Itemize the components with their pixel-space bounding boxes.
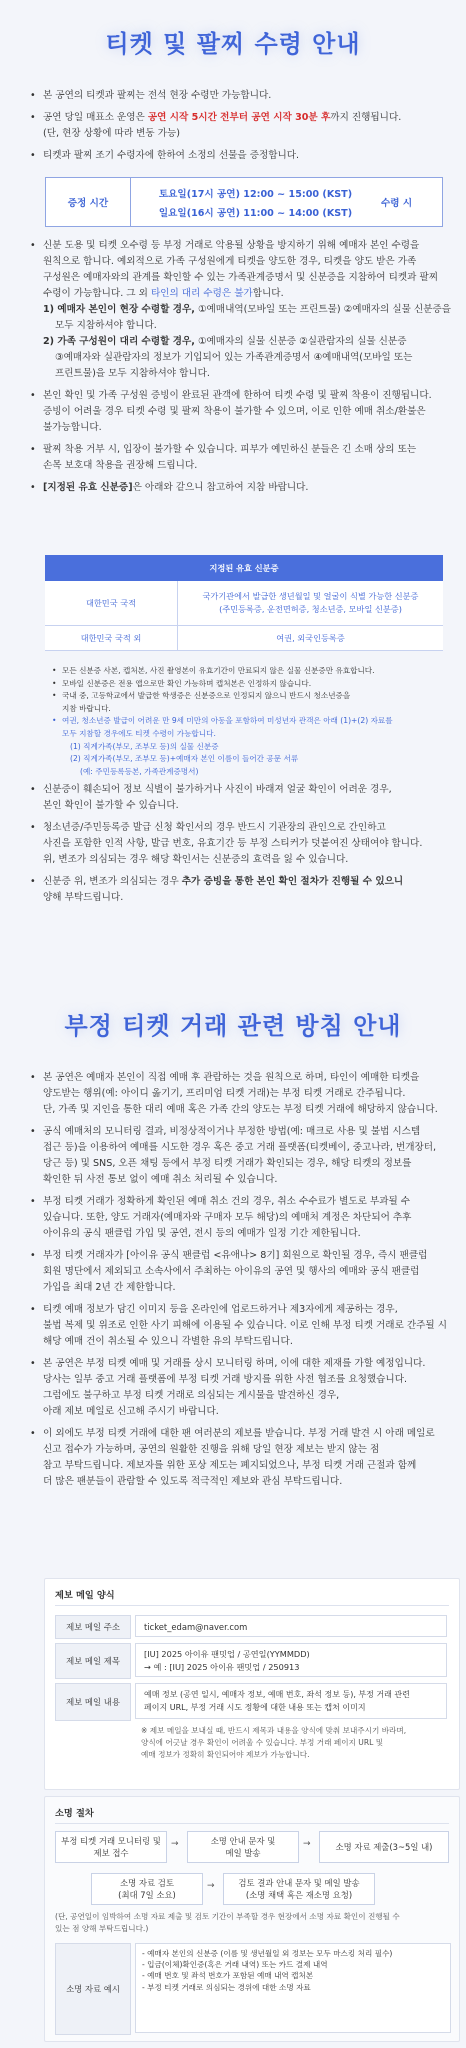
bullet-damaged-id: • 신분증이 훼손되어 정보 식별이 불가하거나 사진이 바래져 얼굴 확인이 어려운 경우, 본인 확인이 불가할 수 있습니다.: [28, 782, 453, 814]
text: 회원 명단에서 제외되고 소속사에서 주최하는 아이유의 공연 및 행사의 예매와 공식 팬클럽: [43, 1266, 420, 1277]
text: 본 공연은 부정 티켓 예매 및 거래를 상시 모니터링 하며, 이에 대한 제재를 가할 예정입니다.: [43, 1358, 426, 1369]
report-content-value: [135, 1683, 447, 1719]
text: 신분 도용 및 티켓 오수령 등 부정 거래로 악용될 상황을 방지하기 위해 예매자 본인 수령을: [43, 240, 420, 251]
text: (예: 주민등록등본, 가족관계증명서): [80, 766, 199, 776]
text: 메일 발송: [225, 1848, 261, 1858]
gift-time-sun: 일요일(16시 공연) 11:00 ~ 14:00 (KST): [158, 207, 353, 219]
highlight-text: 타인의 대리 수령은 불가: [150, 288, 253, 299]
bullet-verification: • 본인 확인 및 가족 구성원 증빙이 완료된 관객에 한하여 티켓 수령 및 팔찌 착용이 진행됩니다. 증빙이 어려울 경우 티켓 수령 및 팔찌 착용이 불가할 수 있으며, 이로 인한 예매 취소/환불은 불가능합니다.: [28, 388, 453, 436]
text: ①예매자의 실물 신분증 ②실관람자의 실물 신분증: [194, 336, 407, 347]
gift-time-sat: 토요일(17시 공연) 12:00 ~ 15:00 (KST): [158, 188, 353, 200]
id-notes: [52, 665, 447, 778]
text: (주민등록증, 운전면허증, 청소년증, 모바일 신분증): [219, 604, 402, 614]
bullet-onsite: • 본 공연의 티켓과 팔찌는 전석 현장 수령만 가능합니다.: [28, 88, 448, 104]
text: 검토 결과 안내 문자 및 메일 발송: [238, 1878, 360, 1888]
text: 예매 정보가 정확히 확인되어야 제보가 가능합니다.: [141, 1750, 310, 1759]
text: (2) 직계가족(부모, 조부모 등)+예매자 본인 이름이 들어간 공문 서류: [70, 754, 299, 764]
ticket-info-block: [28, 88, 448, 170]
text: 증빙이 어려울 경우 티켓 수령 및 팔찌 착용이 불가할 수 있으며, 이로 인한 예매 취소/환불은: [43, 406, 426, 417]
text: 여권, 청소년증 발급이 어려운 만 9세 미만의 아동을 포함하여 미성년자 관객은 아래 (1)+(2) 자료를: [62, 716, 393, 726]
text: [IU] 2025 아이유 팬밋업 / 공연일(YYMMDD): [144, 1649, 310, 1659]
example-label: 소명 자료 예시: [55, 1943, 131, 2035]
report-email-address[interactable]: ticket_edam@naver.com: [135, 1615, 447, 1637]
text: 본인 확인 및 가족 구성원 증빙이 완료된 관객에 한하여 티켓 수령 및 팔찌 착용이 진행됩니다.: [43, 390, 432, 401]
policy-item-5: • 티켓 예매 정보가 담긴 이미지 등을 온라인에 업로드하거나 제3자에게 제공하는 경우, 불법 복제 및 위조로 인한 사기 피해에 이용될 수 있습니다. 이로 인해 부정 티켓 거래로 간주될 시 해당 예매 건이 취소될 수 있으니 각별한 유의 부탁드립니다.: [28, 1302, 453, 1350]
text: 은 아래와 같으니 참고하여 지참 바랍니다.: [132, 482, 309, 493]
text: 프린트물)을 모두 지참하셔야 합니다.: [55, 368, 210, 379]
divider: [55, 1823, 449, 1824]
report-subject-label: 제보 메일 제목: [55, 1643, 131, 1679]
text: 단, 가족 및 지인을 통한 대리 예매 혹은 가족 간의 양도는 부정 티켓 거래에 해당하지 않습니다.: [43, 1104, 438, 1115]
text: 신분증 위, 변조가 의심되는 경우: [43, 876, 182, 887]
valid-id-korean-label: 대한민국 국적: [45, 581, 178, 626]
text: ③예매자와 실관람자의 정보가 기입되어 있는 가족관계증명서 ④예매내역(모바일 또는: [55, 352, 413, 363]
policy-item-7: • 이 외에도 부정 티켓 거래에 대한 팬 여러분의 제보를 받습니다. 부정 거래 발견 시 아래 메일로 신고 접수가 가능하며, 공연의 원활한 진행을 위해 당일 현장 제보는 받지 않는 점 참고 부탁드립니다. 제보자를 위한 포상 제도는 폐지되었으나, 부정 티켓 거래 근절과 함께 더 많은 팬분들이 관람할 수 있도록 적극적인 제보와 관심 부탁드립니다.: [28, 1426, 453, 1490]
gift-time-label: 증정 시간: [46, 178, 131, 227]
text: 입금(이체)확인증(혹은 거래 내역) 또는 카드 결제 내역: [147, 1960, 328, 1970]
process-step-review: [91, 1873, 203, 1905]
text: 예매 정보 (공연 일시, 예매자 정보, 예매 번호, 좌석 정보 등), 부정 거래 관련: [144, 1690, 410, 1699]
process-heading: 소명 절차: [55, 1808, 94, 1819]
text: 있는 점 양해 부탁드립니다.): [55, 1924, 149, 1933]
text: (단, 공연일이 임박하여 소명 자료 제출 및 검토 기간이 부족할 경우 현장에서 소명 자료 확인이 진행될 수: [55, 1912, 400, 1921]
text: 더 많은 팬분들이 관람할 수 있도록 적극적인 제보와 관심 부탁드립니다.: [43, 1476, 343, 1487]
note-item: • 모바일 신분증은 전용 앱으로만 확인 가능하며 캡처본은 인정하지 않습니다.: [52, 678, 312, 688]
text: 손목 보호대 착용을 권장해 드립니다.: [43, 460, 198, 471]
text: 아래 제보 메일로 신고해 주시기 바랍니다.: [43, 1406, 219, 1417]
process-step-monitoring: [55, 1831, 167, 1863]
text: 합니다.: [252, 288, 284, 299]
example-item: - 예매 번호 및 좌석 번호가 포함된 예매 내역 캡처본: [142, 1971, 314, 1981]
arrow-right-icon: →: [207, 1881, 215, 1891]
bullet-text: 본 공연의 티켓과 팔찌는 전석 현장 수령만 가능합니다.: [43, 90, 272, 101]
section-title-text: 티켓 및 팔찌 수령 안내: [105, 30, 361, 58]
text: 청소년증/주민등록증 발급 신청 확인서의 경우 반드시 기관장의 관인으로 간인하고: [43, 822, 386, 833]
text: 공식 예매처의 모니터링 결과, 비정상적이거나 부정한 방법(예: 매크로 사용 및 불법 시스템: [43, 1126, 421, 1137]
text: 이 외에도 부정 티켓 거래에 대한 팬 여러분의 제보를 받습니다. 부정 거래 발견 시 아래 메일로: [43, 1428, 435, 1439]
text: 불가능합니다.: [43, 422, 102, 433]
text: 신분증이 훼손되어 정보 식별이 불가하거나 사진이 바래져 얼굴 확인이 어려운 경우,: [43, 784, 392, 795]
text: 공연 당일 매표소 운영은: [43, 112, 148, 123]
text: 위, 변조가 의심되는 경우 해당 확인서는 신분증의 효력을 잃 수 있습니다.: [43, 854, 349, 865]
gift-time-table: [45, 177, 443, 227]
report-panel: [44, 1578, 460, 1790]
valid-id-korean-value: [178, 581, 444, 626]
valid-id-foreign-value: 여권, 외국인등록증: [178, 626, 444, 651]
section-title-text: 부정 티켓 거래 관련 방침 안내: [64, 1012, 402, 1040]
text: 원칙으로 합니다. 예외적으로 가족 구성원에게 티켓을 양도한 경우, 티켓을 양도 받은 가족: [43, 256, 417, 267]
text: 당사는 일부 중고 거래 플랫폼에 부정 티켓 거래 방지를 위한 사전 협조를 요청했습니다.: [43, 1374, 408, 1385]
text: 팔찌 착용 거부 시, 입장이 불가할 수 있습니다. 피부가 예민하신 분들은 긴 소매 상의 또는: [43, 444, 417, 455]
bullet-id-application: • 청소년증/주민등록증 발급 신청 확인서의 경우 반드시 기관장의 관인으로 간인하고 사진을 포함한 인적 사항, 발급 번호, 유효기간 등 부정 스티커가 덧붙여진 상태여야 합니다. 위, 변조가 의심되는 경우 해당 확인서는 신분증의 효력을 잃 수 있습니다.: [28, 820, 453, 868]
text: 소명 자료 검토: [120, 1878, 174, 1888]
text: 양식에 어긋날 경우 확인이 어려울 수 있습니다. 부정 거래 페이지 URL 및: [141, 1738, 384, 1747]
text: 사진을 포함한 인적 사항, 발급 번호, 유효기간 등 부정 스티커가 덧붙여진 상태여야 합니다.: [43, 838, 423, 849]
text: 그럼에도 불구하고 부정 티켓 거래로 의심되는 게시물을 발견하신 경우,: [43, 1390, 340, 1401]
text: 소명 안내 문자 및: [210, 1836, 276, 1846]
policy-item-2: • 공식 예매처의 모니터링 결과, 비정상적이거나 부정한 방법(예: 매크로 사용 및 불법 시스템 접근 등)을 이용하여 예매를 시도한 경우 혹은 중고 거래 플랫폼(티켓베이, 중고나라, 번개장터, 당근 등) 및 SNS, 오픈 채팅 등에서 부정 티켓 거래가 확인되는 경우, 해당 티켓의 정보를 확인한 뒤 사전 통보 없이 예매 취소 처리될 수 있습니다.: [28, 1124, 453, 1188]
policy-block: [28, 1070, 453, 1496]
process-panel: [44, 1796, 460, 2042]
arrow-right-icon: →: [171, 1839, 179, 1849]
text: 부정 티켓 거래로 의심되는 경위에 대한 소명 자료: [147, 1982, 311, 1992]
text: (단, 현장 상황에 따라 변동 가능): [43, 128, 180, 139]
text: 접근 등)을 이용하여 예매를 시도한 경우 혹은 중고 거래 플랫폼(티켓베이, 중고나라, 번개장터,: [43, 1142, 437, 1153]
text: → 예 : [IU] 2025 아이유 팬밋업 / 250913: [144, 1662, 300, 1672]
text: 구성원은 예매자와의 관계를 확인할 수 있는 가족관계증명서 및 신분증을 지참하여 티켓과 팔찌: [43, 272, 438, 283]
policy-item-3: • 부정 티켓 거래가 정확하게 확인된 예매 취소 건의 경우, 취소 수수료가 별도로 부과될 수 있습니다. 또한, 양도 거래자(예매자와 구매자 모두 해당)의 예매처 계정은 차단되어 추후 아이유의 공식 팬클럽 가입 및 공연, 전시 등의 예매가 일정 기간 제한됩니다.: [28, 1194, 453, 1242]
note-item-minor: • 여권, 청소년증 발급이 어려운 만 9세 미만의 아동을 포함하여 미성년자 관객은 아래 (1)+(2) 자료를: [52, 716, 393, 726]
text: 제보 접수: [93, 1848, 129, 1858]
report-heading: 제보 메일 양식: [55, 1590, 115, 1601]
identity-rules-block: [28, 238, 453, 502]
text: [지정된 유효 신분증]: [43, 482, 133, 493]
arrow-right-icon: →: [303, 1839, 311, 1849]
example-item: - 예매자 본인의 신분증 (이름 및 생년월일 외 정보는 모두 마스킹 처리 필수): [142, 1949, 393, 1958]
text: 본인 확인이 불가할 수 있습니다.: [43, 800, 179, 811]
text: 불법 복제 및 위조로 인한 사기 피해에 이용될 수 있습니다. 이로 인해 부정 티켓 거래로 간주될 시: [43, 1320, 448, 1331]
gift-time-suffix: 수령 시: [381, 198, 413, 209]
bullet-boxoffice: • 공연 당일 매표소 운영은 공연 시작 5시간 전부터 공연 시작 30분 후까지 진행됩니다. (단, 현장 상황에 따라 변동 가능): [28, 110, 448, 142]
text: (소명 채택 혹은 재소명 요청): [245, 1890, 353, 1900]
process-step-submit: 소명 자료 제출(3~5일 내): [319, 1831, 449, 1863]
text: 신고 접수가 가능하며, 공연의 원활한 진행을 위해 당일 현장 제보는 받지 않는 점: [43, 1444, 380, 1455]
process-note: [55, 1911, 451, 1935]
text: 티켓 예매 정보가 담긴 이미지 등을 온라인에 업로드하거나 제3자에게 제공하는 경우,: [43, 1304, 398, 1315]
id-damage-block: [28, 782, 453, 912]
text: 있습니다. 또한, 양도 거래자(예매자와 구매자 모두 해당)의 예매처 계정은 차단되어 추후: [43, 1212, 412, 1223]
text: 부정 티켓 거래가 정확하게 확인된 예매 취소 건의 경우, 취소 수수료가 별도로 부과될 수: [43, 1196, 411, 1207]
text: 예매 번호 및 좌석 번호가 포함된 예매 내역 캡처본: [147, 1971, 314, 1981]
text: 부정 티켓 거래 모니터링 및: [61, 1836, 161, 1846]
report-subject-value: [135, 1643, 447, 1677]
text: 추가 증빙을 통한 본인 확인 절차가 진행될 수 있으니: [181, 876, 404, 887]
text: 모두 지참할 경우에도 티켓 수령이 가능합니다.: [62, 728, 216, 738]
text: 모든 신분증 사본, 캡처본, 사진 촬영본이 유효기간이 만료되지 않은 실물 신분증만 유효합니다.: [62, 666, 375, 675]
report-address-label: 제보 메일 주소: [55, 1615, 131, 1639]
process-step-notice: [187, 1831, 299, 1863]
text: 해당 예매 건이 취소될 수 있으니 각별한 유의 부탁드립니다.: [43, 1336, 293, 1347]
bullet-gift: • 티켓과 팔찌 조기 수령자에 한하여 소정의 선물을 증정합니다.: [28, 148, 448, 164]
text: 티켓과 팔찌 조기 수령자에 한하여 소정의 선물을 증정합니다.: [43, 150, 300, 161]
highlight-text: 공연 시작 5시간 전부터 공연 시작 30분 후: [147, 112, 331, 123]
section-title-policy: [0, 1004, 466, 1043]
text: 국가기관에서 발급한 생년월일 및 얼굴이 식별 가능한 신분증: [202, 591, 419, 601]
text: 참고 부탁드립니다. 제보자를 위한 포상 제도는 폐지되었으나, 부정 티켓 거래 근절과 함께: [43, 1460, 417, 1471]
text: 부정 티켓 거래자가 [아이유 공식 팬클럽 <유애나> 8기] 회원으로 확인될 경우, 즉시 팬클럽: [43, 1250, 428, 1261]
text: ①예매내역(모바일 또는 프린트물) ②예매자의 실물 신분증을: [194, 304, 452, 315]
text: 수령이 가능합니다. 그 외: [43, 288, 151, 299]
text: 양해 부탁드립니다.: [43, 892, 124, 903]
text: 가입을 최대 2년 간 제한합니다.: [43, 1282, 176, 1293]
divider: [55, 1605, 449, 1606]
example-item: - 부정 티켓 거래로 의심되는 경위에 대한 소명 자료: [142, 1982, 311, 1992]
text: 본 공연은 예매자 본인이 직접 예매 후 관람하는 것을 원칙으로 하며, 타인이 예매한 티켓을: [43, 1072, 420, 1083]
text: 예매자 본인의 신분증 (이름 및 생년월일 외 정보는 모두 마스킹 처리 필수): [147, 1949, 393, 1958]
text: 아이유의 공식 팬클럽 가입 및 공연, 전시 등의 예매가 일정 기간 제한됩니다.: [43, 1228, 361, 1239]
process-step-result: [223, 1873, 375, 1905]
note-item: • 국내 중, 고등학교에서 발급한 학생증은 신분증으로 인정되지 않으니 반드시 청소년증을: [52, 691, 351, 701]
bullet-valid-id: • [지정된 유효 신분증]은 아래와 같으니 참고하여 지참 바랍니다.: [30, 482, 309, 493]
text: 모바일 신분증은 전용 앱으로만 확인 가능하며 캡처본은 인정하지 않습니다.: [62, 678, 312, 688]
bullet-wristband: • 팔찌 착용 거부 시, 입장이 불가할 수 있습니다. 피부가 예민하신 분들은 긴 소매 상의 또는 손목 보호대 착용을 권장해 드립니다.: [28, 442, 453, 474]
policy-item-1: • 본 공연은 예매자 본인이 직접 예매 후 관람하는 것을 원칙으로 하며, 타인이 예매한 티켓을 양도받는 행위(예: 아이디 옮기기, 프리미엄 티켓 거래)는 부정 티켓 거래로 간주됩니다. 단, 가족 및 지인을 통한 대리 예매 혹은 가족 간의 양도는 부정 티켓 거래에 해당하지 않습니다.: [28, 1070, 453, 1118]
policy-item-6: • 본 공연은 부정 티켓 예매 및 거래를 상시 모니터링 하며, 이에 대한 제재를 가할 예정입니다. 당사는 일부 중고 거래 플랫폼에 부정 티켓 거래 방지를 위한 사전 협조를 요청했습니다. 그럼에도 불구하고 부정 티켓 거래로 의심되는 게시물을 발견하신 경우, 아래 제보 메일로 신고해 주시기 바랍니다.: [28, 1356, 453, 1420]
text: (1) 직계가족(부모, 조부모 등)의 실물 신분증: [70, 741, 219, 751]
report-note: [141, 1725, 449, 1761]
text: (최대 7일 소요): [118, 1890, 176, 1900]
policy-item-4: • 부정 티켓 거래자가 [아이유 공식 팬클럽 <유애나> 8기] 회원으로 확인될 경우, 즉시 팬클럽 회원 명단에서 제외되고 소속사에서 주최하는 아이유의 공연 및 행사의 예매와 공식 팬클럽 가입을 최대 2년 간 제한합니다.: [28, 1248, 453, 1296]
text: 모두 지참하셔야 합니다.: [55, 320, 157, 331]
text: 지참 바랍니다.: [62, 703, 111, 713]
text: 2) 가족 구성원이 대리 수령할 경우,: [43, 336, 195, 347]
valid-id-header: 지정된 유효 신분증: [45, 555, 443, 581]
text: 까지 진행됩니다.: [330, 112, 402, 123]
text: 페이지 URL, 부정 거래 시도 정황에 대한 내용 또는 캡처 이미지: [144, 1703, 366, 1712]
text: 1) 예매자 본인이 현장 수령할 경우,: [43, 304, 195, 315]
text: ※ 제보 메일을 보내실 때, 반드시 제목과 내용을 양식에 맞춰 보내주시기 바라며,: [141, 1726, 407, 1735]
note-item: • 모든 신분증 사본, 캡처본, 사진 촬영본이 유효기간이 만료되지 않은 실물 신분증만 유효합니다.: [52, 666, 375, 675]
example-item: - 입금(이체)확인증(혹은 거래 내역) 또는 카드 결제 내역: [142, 1960, 328, 1970]
bullet-identity: • 신분 도용 및 티켓 오수령 등 부정 거래로 악용될 상황을 방지하기 위해 예매자 본인 수령을 원칙으로 합니다. 예외적으로 가족 구성원에게 티켓을 양도한 경우, 티켓을 양도 받은 가족 구성원은 예매자와의 관계를 확인할 수 있는 가족관계증명서 및 신분증을 지참하여 티켓과 팔찌 수령이 가능합니다. 그 외 타인의 대리 수령은 불가합니다. 1) 예매자 본인이 현장 수령할 경우, ①예매내역(모바일 또는 프린트물) ②예매자의 실물 신분증을 모두 지참하셔야 합니다. 2) 가족 구성원이 대리 수령할 경우, ①예매자의 실물 신분증 ②실관람자의 실물 신분증 ③예매자와 실관람자의 정보가 기입되어 있는 가족관계증명서 ④예매내역(모바일 또는 프린트물)을 모두 지참하셔야 합니다.: [28, 238, 453, 382]
text: 당근 등) 및 SNS, 오픈 채팅 등에서 부정 티켓 거래가 확인되는 경우, 해당 티켓의 정보를: [43, 1158, 412, 1169]
text: 국내 중, 고등학교에서 발급한 학생증은 신분증으로 인정되지 않으니 반드시 청소년증을: [62, 691, 351, 701]
report-content-label: 제보 메일 내용: [55, 1683, 131, 1721]
section-title-ticket: [0, 22, 466, 61]
text: 양도받는 행위(예: 아이디 옮기기, 프리미엄 티켓 거래)는 부정 티켓 거래로 간주됩니다.: [43, 1088, 406, 1099]
valid-id-table: [45, 555, 443, 651]
text: 확인한 뒤 사전 통보 없이 예매 취소 처리될 수 있습니다.: [43, 1174, 278, 1185]
valid-id-foreign-label: 대한민국 국적 외: [45, 626, 178, 651]
bullet-forgery: • 신분증 위, 변조가 의심되는 경우 추가 증빙을 통한 본인 확인 절차가 진행될 수 있으니 양해 부탁드립니다.: [28, 874, 453, 906]
example-content: [135, 1943, 451, 2033]
